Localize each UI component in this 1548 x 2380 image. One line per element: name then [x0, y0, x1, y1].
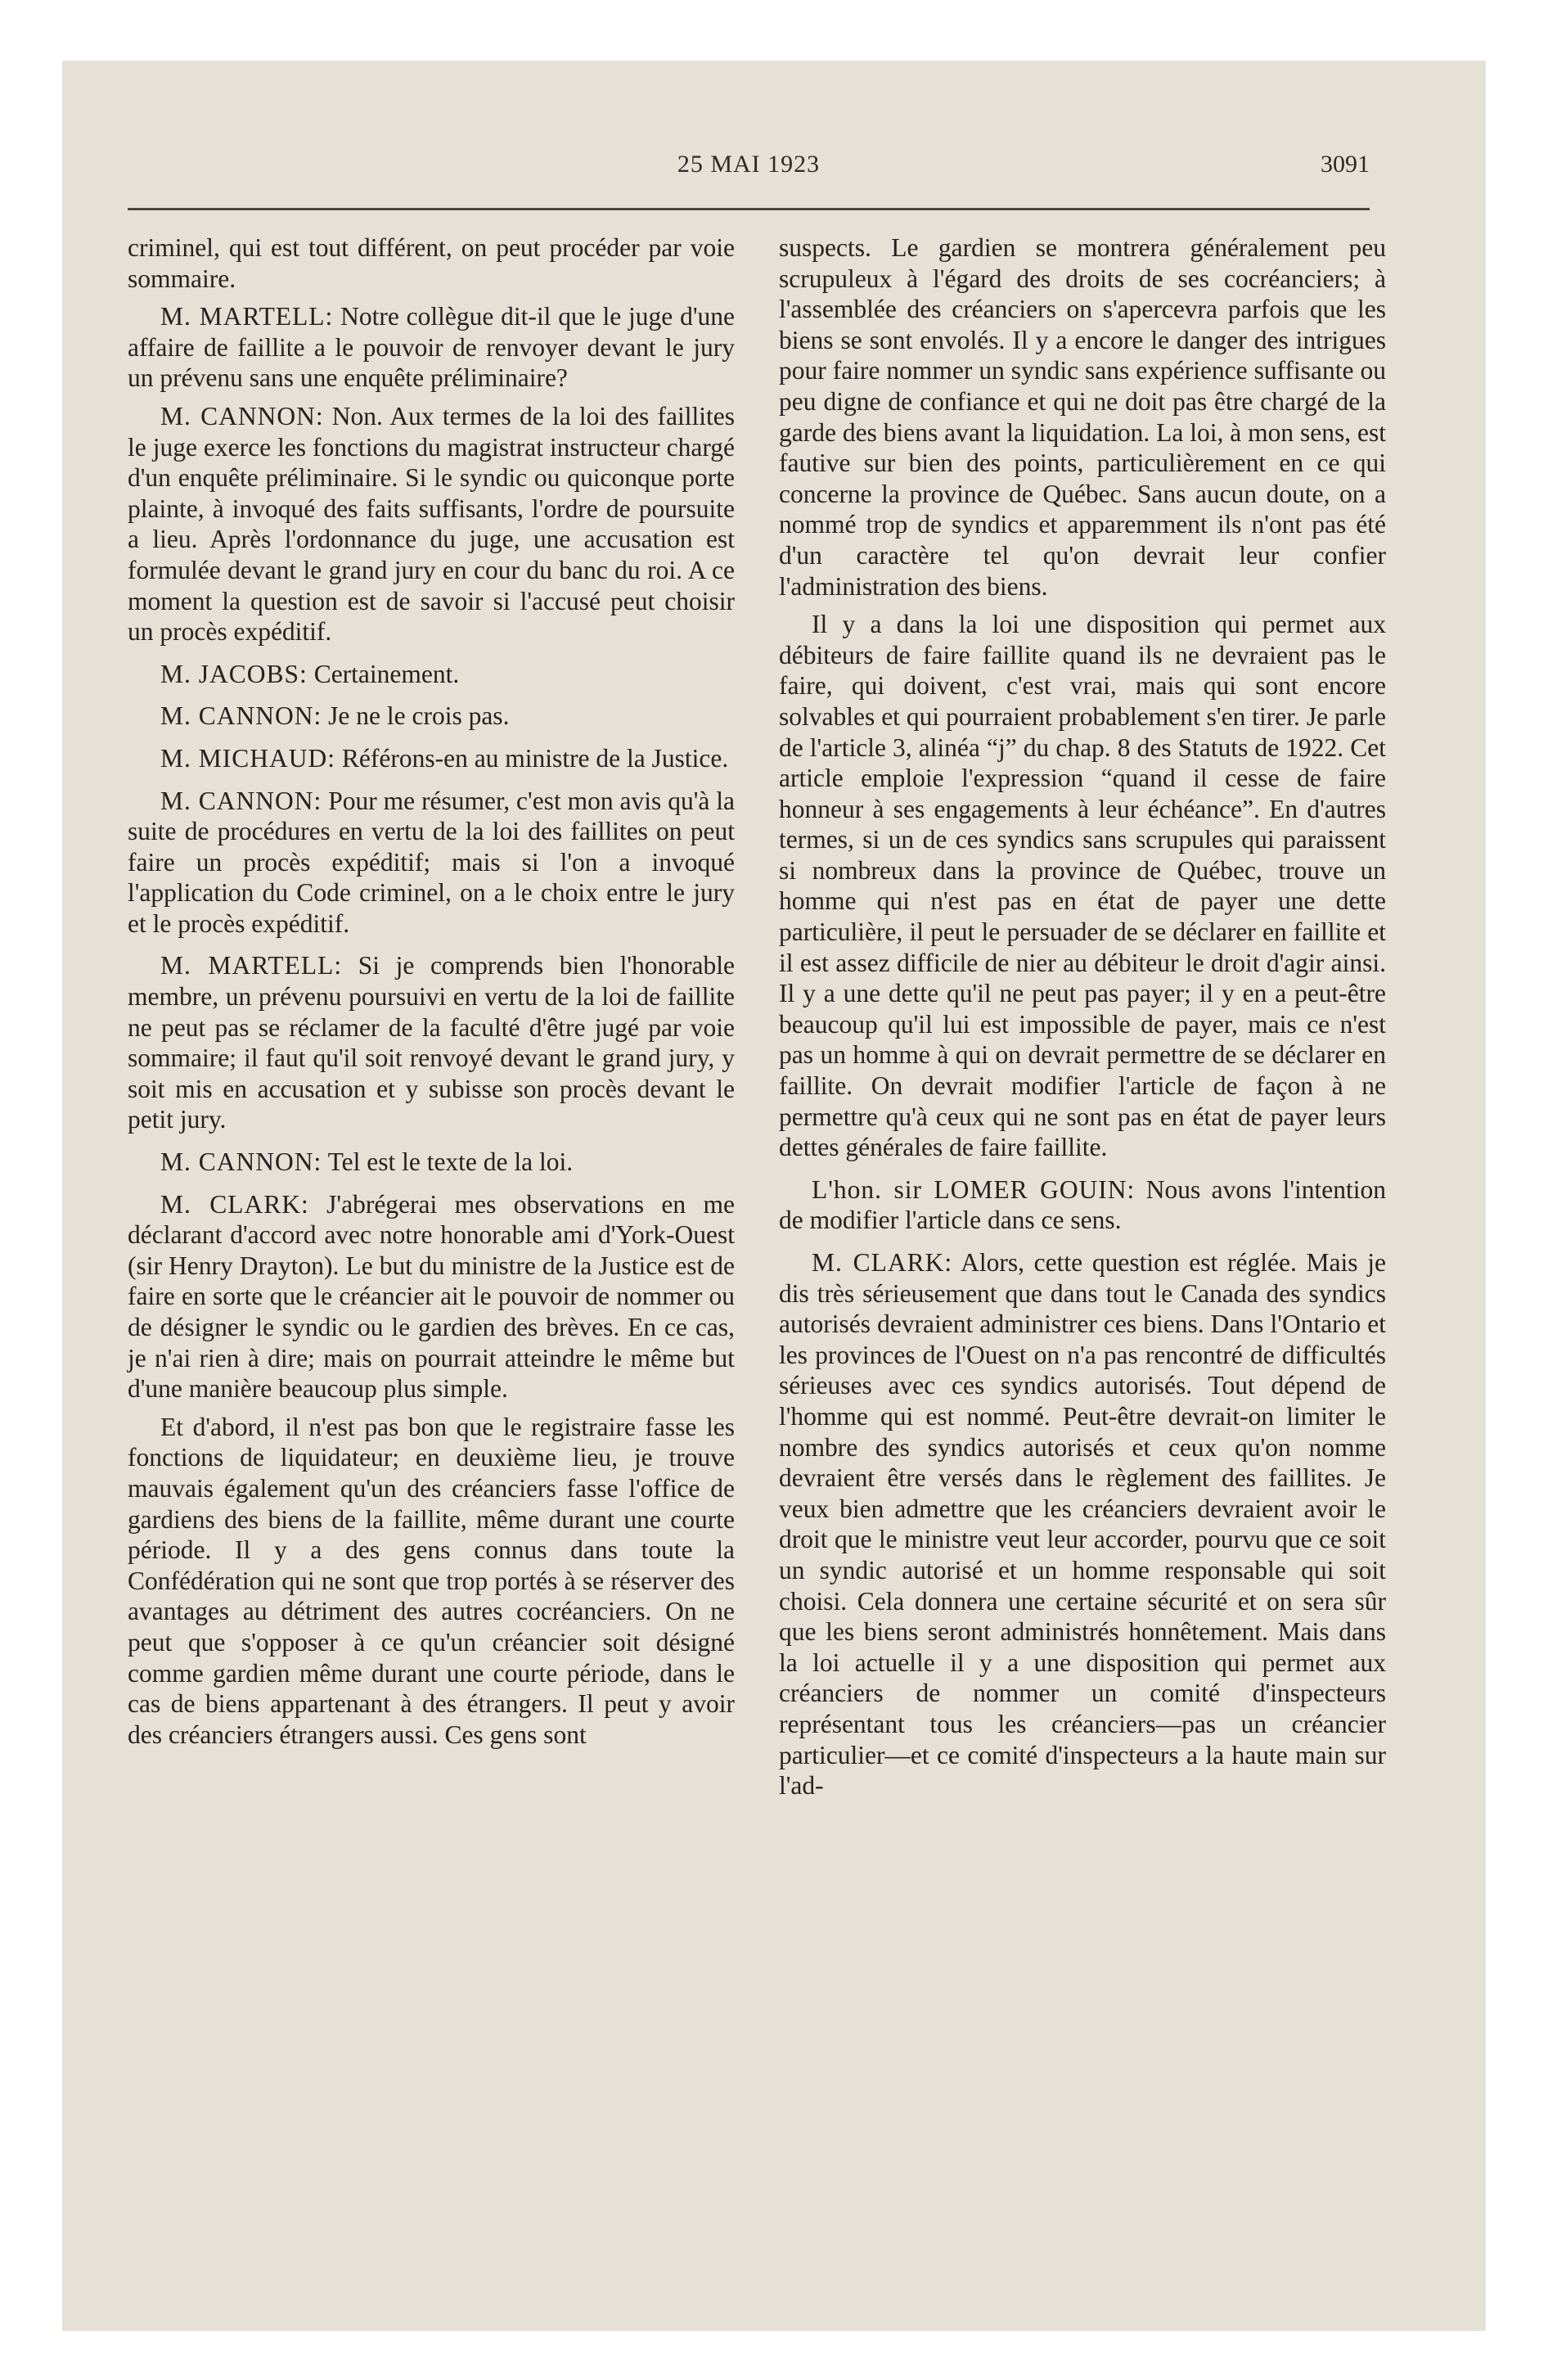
paragraph-text: Notre collègue dit-il que le juge d'une affaire de faillite a le pouvoir de renvoyer devant le jury un prévenu sans une enquête préliminaire? [128, 302, 735, 393]
right-column [779, 232, 1386, 1809]
speaker-name: M. CLARK: [160, 1189, 309, 1219]
paragraph-text: Non. Aux termes de la loi des faillites le juge exerce les fonctions du magistrat instructeur chargé d'un enquête préliminaire. Si le syndic ou quiconque porte plainte, à invoqué des faits suffisants, l'ordre de poursuite a lieu. Après l'ordonnance du juge, une accusation est formulée devant le grand jury en cour du banc du roi. A ce moment la question est de savoir si l'accusé peut choisir un procès expéditif. [128, 401, 735, 647]
paragraph [128, 786, 735, 940]
paragraph-text: Il y a dans la loi une disposition qui permet aux débiteurs de faire faillite quand ils ne devraient pas le faire, qui doivent, c'est vrai, mais qui sont encore solvables et qui pourraient probablement s'en tirer. Je parle de l'article 3, alinéa “j” du chap. 8 des Statuts de 1922. Cet article emploie l'expression “quand il cesse de faire honneur à ses engagements à leur échéance”. En d'autres termes, si un de ces syndics sans scrupules qui paraissent si nombreux dans la province de Québec, trouve un homme qui n'est pas en état de payer une dette particulière, il peut le persuader de se déclarer en faillite et il est assez difficile de nier au débiteur le droit d'agir ainsi. Il y a une dette qu'il ne peut pas payer; il y en a peut-être beaucoup qu'il lui est impossible de payer, mais ce n'est pas un homme à qui on devrait permettre de se déclarer en faillite. On devrait modifier l'article de façon à ne permettre qu'à ceux qui ne sont pas en état de payer leurs dettes générales de faire faillite. [779, 610, 1386, 1162]
speaker-name: M. CLARK: [812, 1248, 953, 1277]
paragraph [128, 301, 735, 394]
paragraph [128, 401, 735, 647]
paragraph-text: suspects. Le gardien se montrera généralement peu scrupuleux à l'égard des droits de ses cocréanciers; à l'assemblée des créanciers on s'apercevra parfois que les biens se sont envolés. Il y a encore le danger des intrigues pour faire nommer un syndic sans expérience suffisante ou peu digne de confiance et qui ne doit pas être chargé de la garde des biens avant la liquidation. La loi, à mon sens, est fautive sur bien des points, particulièrement en ce qui concerne la province de Québec. Sans aucun doute, on a nommé trop de syndics et apparemment ils n'ont pas été d'un caractère tel qu'on devrait leur confier l'administration des biens. [779, 233, 1386, 601]
paragraph [128, 950, 735, 1135]
paragraph [779, 232, 1386, 602]
paragraph-text: criminel, qui est tout différent, on peut procéder par voie sommaire. [128, 233, 735, 293]
speaker-name: M. CANNON: [160, 401, 324, 430]
paragraph [128, 232, 735, 294]
paragraph-text: Si je comprends bien l'honorable membre, un prévenu poursuivi en vertu de la loi de faillite ne peut pas se réclamer de la faculté d'être jugé par voie sommaire; il faut qu'il soit renvoyé devant le grand jury, y soit mis en accusation et y subisse son procès devant le petit jury. [128, 951, 735, 1134]
paragraph-text: Alors, cette question est réglée. Mais je dis très sérieusement que dans tout le Canada des syndics autorisés devraient administrer ces biens. Dans l'Ontario et les provinces de l'Ouest on n'a pas rencontré de difficultés sérieuses avec ces syndics autorisés. Tout dépend de l'homme qui est nommé. Peut-être devrait-on limiter le nombre des syndics autorisés et ceux qu'on nomme devraient être versés dans le règlement des faillites. Je veux bien admettre que les créanciers devraient avoir le droit que le ministre veut leur accorder, pourvu que ce soit un syndic autorisé et un homme responsable qui soit choisi. Cela donnera une certaine sécurité et on sera sûr que les biens seront administrés honnêtement. Mais dans la loi actuelle il y a une disposition qui permet aux créanciers de nommer un comité d'inspecteurs représentant tous les créanciers—pas un créancier particulier—et ce comité d'inspecteurs a la haute main sur l'ad- [779, 1248, 1386, 1801]
paragraph [779, 1174, 1386, 1236]
speaker-name: M. CANNON: [160, 701, 322, 731]
paragraph-text: Je ne le crois pas. [328, 701, 510, 731]
left-column [128, 232, 735, 1757]
paragraph-text: Nous avons l'intention de modifier l'article dans ce sens. [779, 1174, 1387, 1235]
page-number: 3091 [1321, 151, 1370, 178]
paragraph-text: Tel est le texte de la loi. [327, 1147, 574, 1177]
paragraph [779, 609, 1386, 1163]
paragraph [128, 1189, 735, 1404]
paragraph [128, 1412, 735, 1751]
page-header [128, 151, 1370, 192]
speaker-name: M. CANNON: [160, 1147, 322, 1177]
paragraph-text: Et d'abord, il n'est pas bon que le registraire fasse les fonctions de liquidateur; en deuxième lieu, je trouve mauvais également qu'un des créanciers fasse l'office de gardiens des biens de la faillite, même durant une courte période. Il y a des gens connus dans toute la Confédération qui ne sont que trop portés à se réserver des avantages au détriment des autres cocréanciers. On ne peut que s'opposer à ce qu'un créancier soit désigné comme gardien même durant une courte période, dans le cas de biens appartenant à des étrangers. Il peut y avoir des créanciers étrangers aussi. Ces gens sont [128, 1412, 735, 1749]
speaker-name: M. MARTELL: [160, 951, 343, 980]
paragraph [128, 1147, 735, 1178]
paragraph [779, 1247, 1386, 1801]
page-date: 25 MAI 1923 [677, 151, 821, 178]
speaker-name: M. MARTELL: [160, 302, 334, 331]
paragraph [128, 743, 735, 774]
paragraph [128, 659, 735, 690]
speaker-name: L'hon. sir LOMER GOUIN: [812, 1174, 1136, 1204]
speaker-name: M. JACOBS: [160, 659, 308, 688]
paragraph-text: Pour me résumer, c'est mon avis qu'à la suite de procédures en vertu de la loi des faillites on peut faire un procès expéditif; mais si l'on a invoqué l'application du Code criminel, on a le choix entre le jury et le procès expéditif. [128, 786, 736, 938]
paragraph-text: J'abrégerai mes observations en me déclarant d'accord avec notre honorable ami d'York-Ouest (sir Henry Drayton). Le but du ministre de la Justice est de faire en sorte que le créancier ait le pouvoir de nommer ou de désigner le syndic ou le gardien des brèves. En ce cas, je n'ai rien à dire; mais on pourrait atteindre le même but d'une manière beaucoup plus simple. [128, 1189, 735, 1404]
speaker-name: M. CANNON: [160, 786, 322, 815]
paragraph-text: Certainement. [313, 659, 460, 688]
header-rule [128, 208, 1370, 210]
speaker-name: M. MICHAUD: [160, 743, 336, 773]
paragraph [128, 701, 735, 732]
paragraph-text: Référons-en au ministre de la Justice. [341, 743, 729, 773]
